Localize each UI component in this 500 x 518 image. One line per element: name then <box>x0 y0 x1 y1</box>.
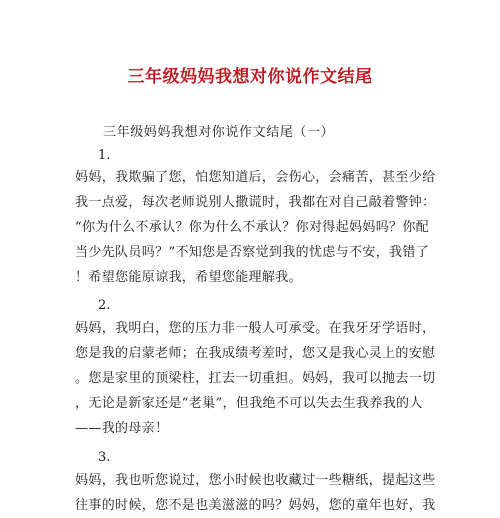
section-number: 3. <box>98 450 111 465</box>
document-title: 三年级妈妈我想对你说作文结尾 <box>127 67 373 87</box>
section-paragraph <box>75 316 436 441</box>
paragraph-line: ！希望您能原谅我，希望您能理解我。 <box>75 270 302 285</box>
paragraph-line: 往事的时候，您不是也美滋滋的吗？妈妈，您的童年也好，我 <box>75 498 436 513</box>
paragraph-line: 妈妈，我欺骗了您，怕您知道后，会伤心，会痛苦，甚至少给 <box>75 170 436 185</box>
document-subtitle: 三年级妈妈我想对你说作文结尾（一） <box>103 125 335 140</box>
paragraph-line: 我一点爱，每次老师说别人撒谎时，我都在对自己敲着警钟： <box>75 195 436 210</box>
section-paragraph <box>75 468 436 518</box>
paragraph-line: ——我的母亲！ <box>75 421 169 436</box>
paragraph-line: “你为什么不承认？你为什么不承认？你对得起妈妈吗？你配 <box>75 220 430 235</box>
section-number: 1. <box>98 148 111 163</box>
section-number: 2. <box>98 298 111 313</box>
paragraph-line: ，无论是新家还是“老巢”，但我绝不可以失去生我养我的人 <box>75 396 423 411</box>
paragraph-line: 。您是家里的顶梁柱，扛去一切重担。妈妈，我可以抛去一切 <box>75 371 436 386</box>
paragraph-line: 当少先队员吗？”不知您是否察觉到我的忧虑与不安，我错了 <box>75 245 430 260</box>
paragraph-line: 妈妈，我也听您说过，您小时候也收藏过一些糖纸，提起这些 <box>75 473 436 488</box>
section-paragraph <box>75 165 436 290</box>
paragraph-line: 您是我的启蒙老师；在我成绩考差时，您又是我心灵上的安慰 <box>75 346 436 361</box>
paragraph-line: 妈妈，我明白，您的压力非一般人可承受。在我牙牙学语时， <box>75 321 436 336</box>
